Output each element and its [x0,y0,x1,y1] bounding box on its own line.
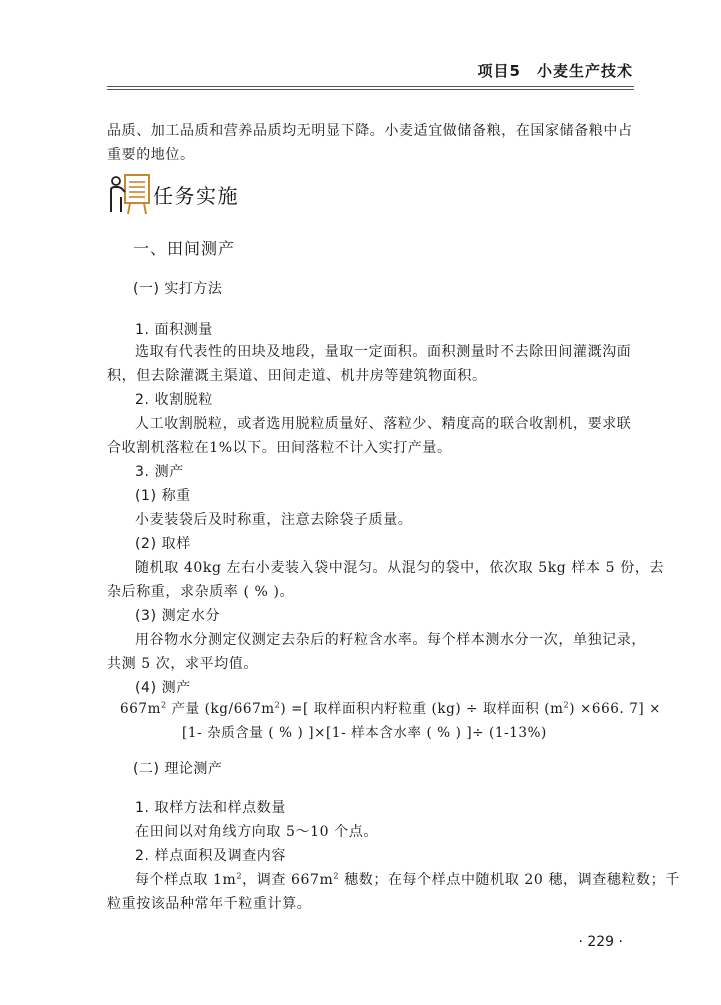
running-header: 项目5 小麦生产技术 [477,62,633,80]
step-body-line: 用谷物水分测定仪测定去杂后的籽粒含水率。每个样本测水分一次，单独记录， [135,632,646,648]
item-title-yield-measurement: 3. 测产 [135,464,184,480]
item-body-line: 积，但去除灌溉主渠道、田间走道、机井房等建筑物面积。 [107,368,487,384]
step-body-line: 随机取 40kg 左右小麦装入袋中混匀。从混匀的袋中，依次取 5kg 样本 5 份，去 [135,560,665,576]
item-title-plot-area: 2. 样点面积及调查内容 [135,848,287,864]
header-rule-bottom [107,89,634,90]
teacher-board-icon [108,172,152,216]
item-title-area-measurement: 1. 面积测量 [135,322,214,338]
item-body-line: 粒重按该品种常年千粒重计算。 [107,896,312,912]
subsection-heading-theoretical: (二) 理论测产 [133,761,223,777]
step-title-yield: (4) 测产 [135,680,191,696]
step-body-line: 小麦装袋后及时称重，注意去除袋子质量。 [135,512,413,528]
yield-formula-line-2: [1- 杂质含量 ( % ) ]×[1- 样本含水率 ( % ) ]÷ (1-13%) [182,725,547,741]
page-number: · 229 · [578,934,623,950]
task-section-title: 任务实施 [153,184,239,208]
subsection-heading-actual-method: (一) 实打方法 [133,281,223,297]
section-heading-field-yield: 一、田间测产 [133,239,236,258]
step-body-line: 杂后称重，求杂质率 ( % )。 [107,584,295,600]
intro-line-2: 重要的地位。 [107,147,195,163]
item-title-harvest-threshing: 2. 收割脱粒 [135,392,214,408]
yield-formula-line-1: $667m^2$ 产量 $(kg/667m^2)$ =[ 取样面积内籽粒重 (kg) ÷ 取样面积 $(m^2) \times 666$. 7] × [120,700,662,717]
step-title-sampling: (2) 取样 [135,536,191,552]
item-body-line: 人工收割脱粒，或者选用脱粒质量好、落粒少、精度高的联合收割机，要求联 [135,416,632,432]
step-title-weighing: (1) 称重 [135,488,191,504]
item-title-sampling-points: 1. 取样方法和样点数量 [135,800,287,816]
item-body-line: 合收割机落粒在1%以下。田间落粒不计入实打产量。 [107,440,452,456]
item-body-line: 每个样点取 $1m^2$，调查 $667m^2$ 穗数；在每个样点中随机取 20 穗，调查穗粒数；千 [135,871,680,888]
step-body-line: 共测 5 次，求平均值。 [107,656,259,672]
header-rule-top [107,86,634,87]
step-title-moisture: (3) 测定水分 [135,608,221,624]
item-body-line: 在田间以对角线方向取 5～10 个点。 [135,824,379,840]
intro-line-1: 品质、加工品质和营养品质均无明显下降。小麦适宜做储备粮，在国家储备粮中占 [107,123,633,139]
item-body-line: 选取有代表性的田块及地段，量取一定面积。面积测量时不去除田间灌溉沟面 [135,344,632,360]
